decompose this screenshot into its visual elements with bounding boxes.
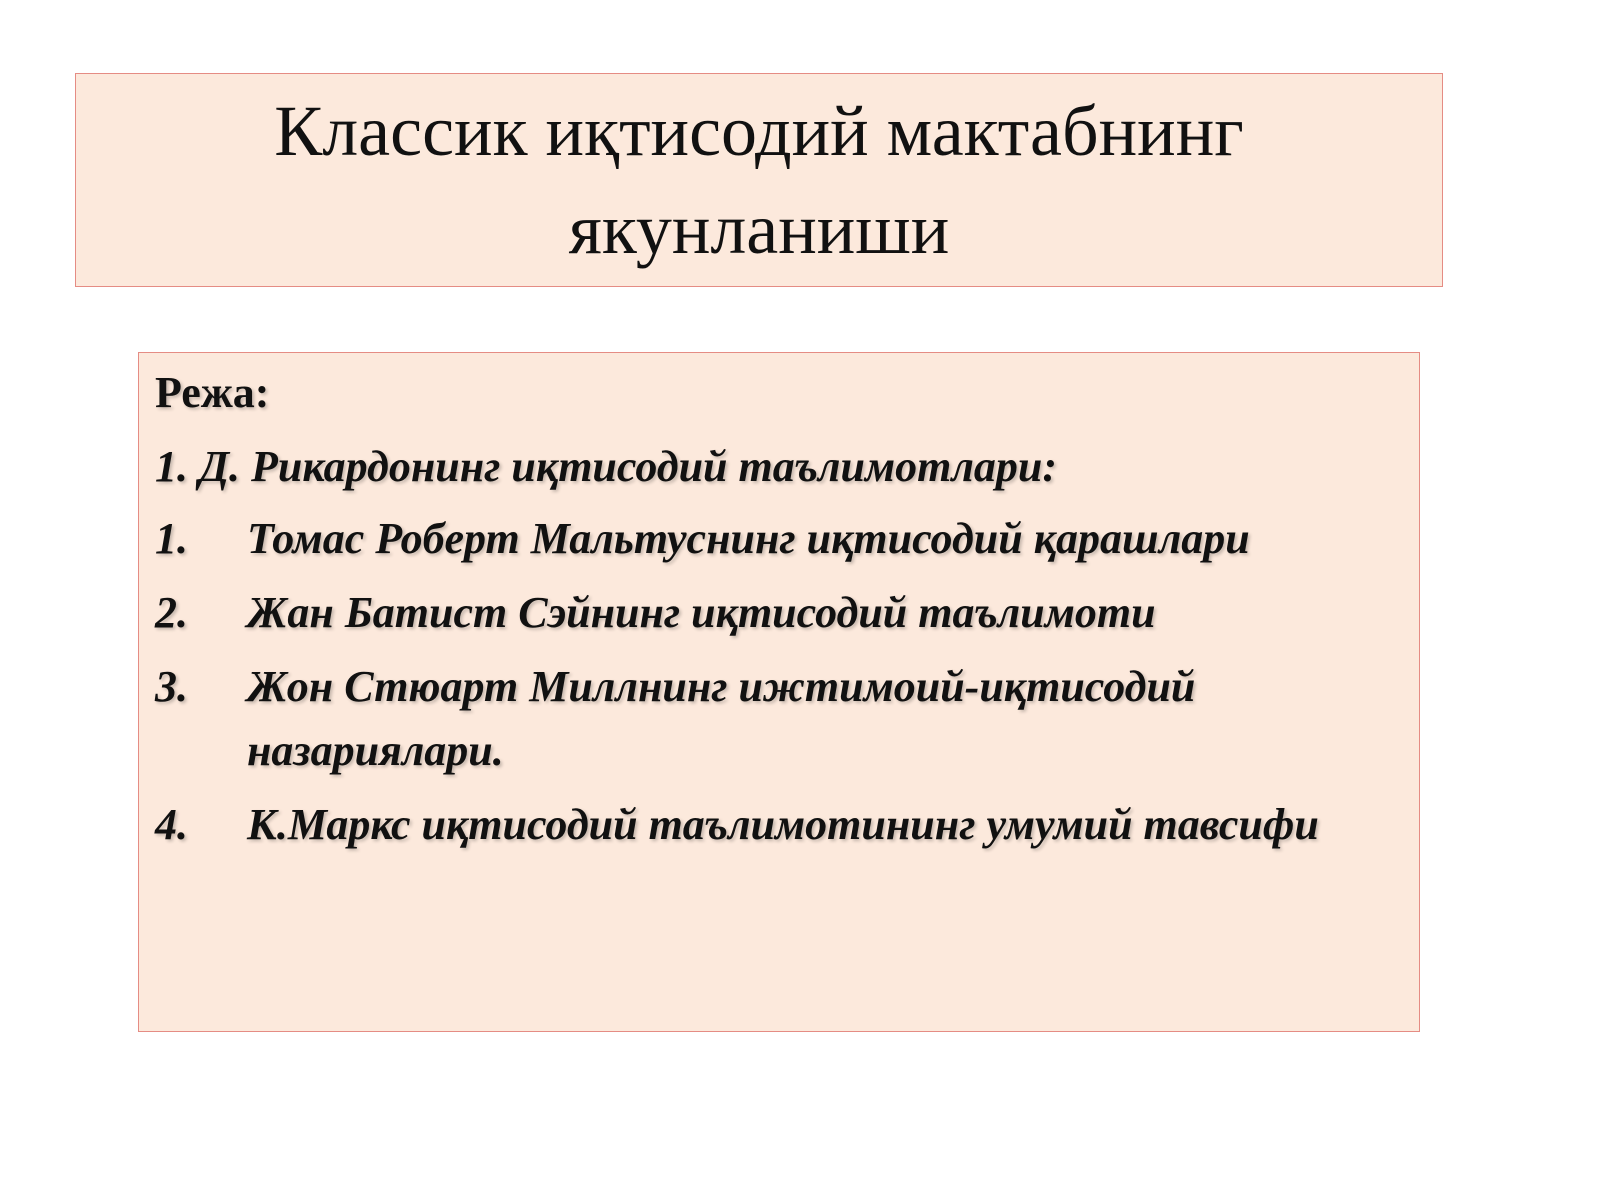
list-item-text: Жан Батист Сэйнинг иқтисодий таълимоти xyxy=(247,588,1156,637)
list-item-number: 1. xyxy=(155,514,188,563)
plan-heading: Режа: xyxy=(155,368,270,417)
list-item xyxy=(155,793,1409,857)
list-item-text: Томас Роберт Мальтуснинг иқтисодий қарашлари xyxy=(247,514,1250,563)
list-item-number: 4. xyxy=(155,800,188,849)
list-item xyxy=(155,507,1409,571)
list-item xyxy=(155,581,1409,645)
list-item-text: К.Маркс иқтисодий таълимотининг умумий тавсифи xyxy=(247,800,1319,849)
slide-title-line-2: якунланиши xyxy=(568,189,950,269)
content-box xyxy=(138,352,1420,1032)
plan-intro: 1. Д. Рикардонинг иқтисодий таълимотлари: xyxy=(155,442,1058,491)
list-item-text: Жон Стюарт Миллнинг ижтимоий-иқтисодий назариялари. xyxy=(247,662,1196,775)
list-item-number: 2. xyxy=(155,588,188,637)
slide-title-line-1: Классик иқтисодий мактабнинг xyxy=(274,91,1244,171)
title-box xyxy=(75,73,1443,287)
list-item xyxy=(155,655,1409,783)
list-item-number: 3. xyxy=(155,662,188,711)
